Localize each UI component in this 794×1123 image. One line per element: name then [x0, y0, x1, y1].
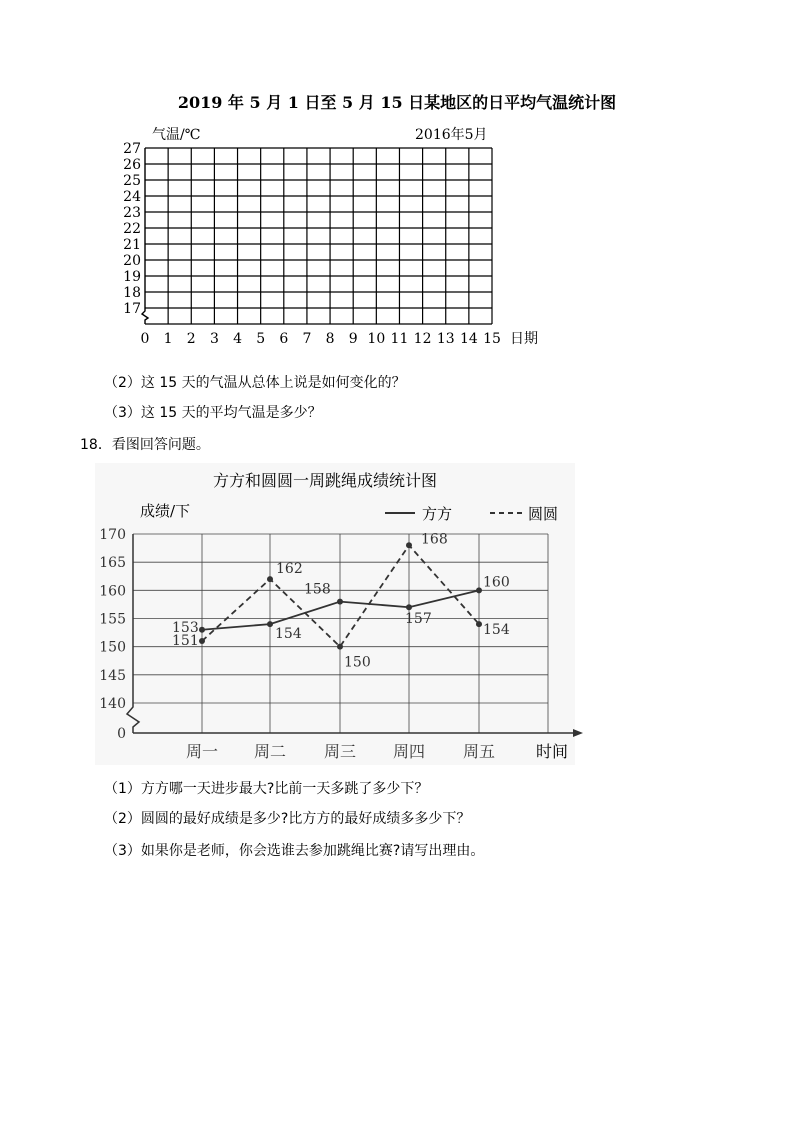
y-tick-label: 25: [123, 173, 141, 189]
x-axis-arrow-icon: [573, 729, 583, 737]
data-label: 168: [421, 531, 448, 548]
legend-label-fangfang: 方方: [422, 505, 453, 523]
data-point: [199, 627, 205, 633]
y-tick-label: 18: [123, 285, 141, 301]
data-label: 153: [172, 619, 199, 636]
y-tick-label: 21: [123, 237, 141, 253]
x-tick-label: 0: [140, 331, 150, 347]
data-label: 154: [275, 626, 302, 643]
x-tick-label: 7: [302, 331, 312, 347]
data-label: 151: [172, 633, 199, 650]
x-tick-label: 4: [233, 331, 242, 347]
x-axis-label: 时间: [536, 742, 569, 761]
x-tick-label: 8: [325, 331, 335, 347]
x-tick-label: 5: [256, 331, 266, 347]
data-point: [406, 542, 412, 548]
y-tick-label: 19: [123, 269, 141, 285]
temperature-grid: [142, 148, 492, 324]
problem-18-header: 18．看图回答问题。: [80, 437, 210, 453]
x-tick-label: 周三: [323, 742, 357, 761]
data-point: [406, 604, 412, 610]
y-tick-label: 140: [99, 696, 126, 712]
chart1-xlabel: 日期: [510, 331, 538, 347]
chart1-title: 2019 年 5 月 1 日至 5 月 15 日某地区的日平均气温统计图: [177, 93, 617, 112]
y-tick-label: 155: [99, 611, 126, 628]
data-point: [476, 587, 482, 593]
x-tick-label: 11: [390, 331, 409, 347]
y-tick-label: 145: [99, 667, 126, 684]
x-tick-label: 周四: [392, 742, 426, 761]
data-point: [267, 621, 273, 627]
y-axis-line: [142, 148, 148, 324]
y-tick-label: 170: [99, 527, 126, 543]
data-point: [337, 644, 343, 650]
data-point: [337, 599, 343, 605]
x-tick-label: 1: [163, 331, 173, 347]
x-tick-label: 10: [367, 331, 386, 347]
data-label: 150: [344, 654, 371, 671]
y-tick-label: 17: [123, 301, 141, 317]
x-tick-label: 周二: [253, 742, 287, 761]
y-tick-label: 24: [123, 189, 141, 205]
y-tick-label: 0: [117, 726, 126, 742]
data-label: 162: [276, 561, 303, 578]
data-point: [476, 621, 482, 627]
question-18-1: （1）方方哪一天进步最大?比前一天多跳了多少下？: [104, 781, 429, 797]
x-tick-label: 15: [483, 331, 501, 347]
question-17-2: （2）这 15 天的气温从总体上说是如何变化的？: [104, 375, 406, 391]
chart1-date-label: 2016年5月: [415, 127, 488, 143]
temperature-y-ticks: [123, 141, 141, 317]
y-tick-label: 27: [123, 141, 141, 157]
y-tick-label: 23: [123, 205, 141, 221]
question-18-3: （3）如果你是老师，你会选谁去参加跳绳比赛?请写出理由。: [104, 843, 485, 859]
temperature-grid-chart: [0, 115, 794, 350]
legend-label-yuanyuan: 圆圆: [528, 505, 559, 523]
x-tick-label: 13: [436, 331, 455, 347]
data-label: 160: [483, 574, 510, 591]
jump-rope-line-chart: [0, 460, 794, 770]
chart1-ylabel: 气温/℃: [152, 127, 201, 143]
x-tick-label: 12: [413, 331, 432, 347]
y-tick-label: 26: [123, 157, 141, 173]
question-17-3: （3）这 15 天的平均气温是多少？: [104, 405, 322, 421]
x-tick-label: 周一: [185, 742, 219, 761]
x-tick-label: 6: [279, 331, 289, 347]
chart-title: 方方和圆圆一周跳绳成绩统计图: [212, 471, 438, 490]
data-point: [267, 576, 273, 582]
date-x-ticks: [141, 331, 501, 347]
data-label: 157: [405, 611, 432, 628]
y-tick-label: 20: [123, 253, 141, 269]
y-tick-label: 165: [99, 555, 126, 572]
x-tick-label: 2: [186, 331, 196, 347]
y-axis-label: 成绩/下: [140, 502, 191, 520]
data-point: [199, 638, 205, 644]
x-tick-label: 9: [348, 331, 358, 347]
y-tick-label: 150: [99, 639, 126, 656]
y-tick-label: 22: [123, 221, 141, 237]
question-18-2: （2）圆圆的最好成绩是多少?比方方的最好成绩多多少下？: [104, 811, 471, 827]
x-tick-label: 3: [209, 331, 219, 347]
x-tick-label: 14: [459, 331, 478, 347]
data-label: 158: [304, 581, 331, 598]
data-label: 154: [483, 622, 510, 639]
x-tick-label: 周五: [462, 742, 496, 761]
y-tick-label: 160: [99, 583, 126, 600]
